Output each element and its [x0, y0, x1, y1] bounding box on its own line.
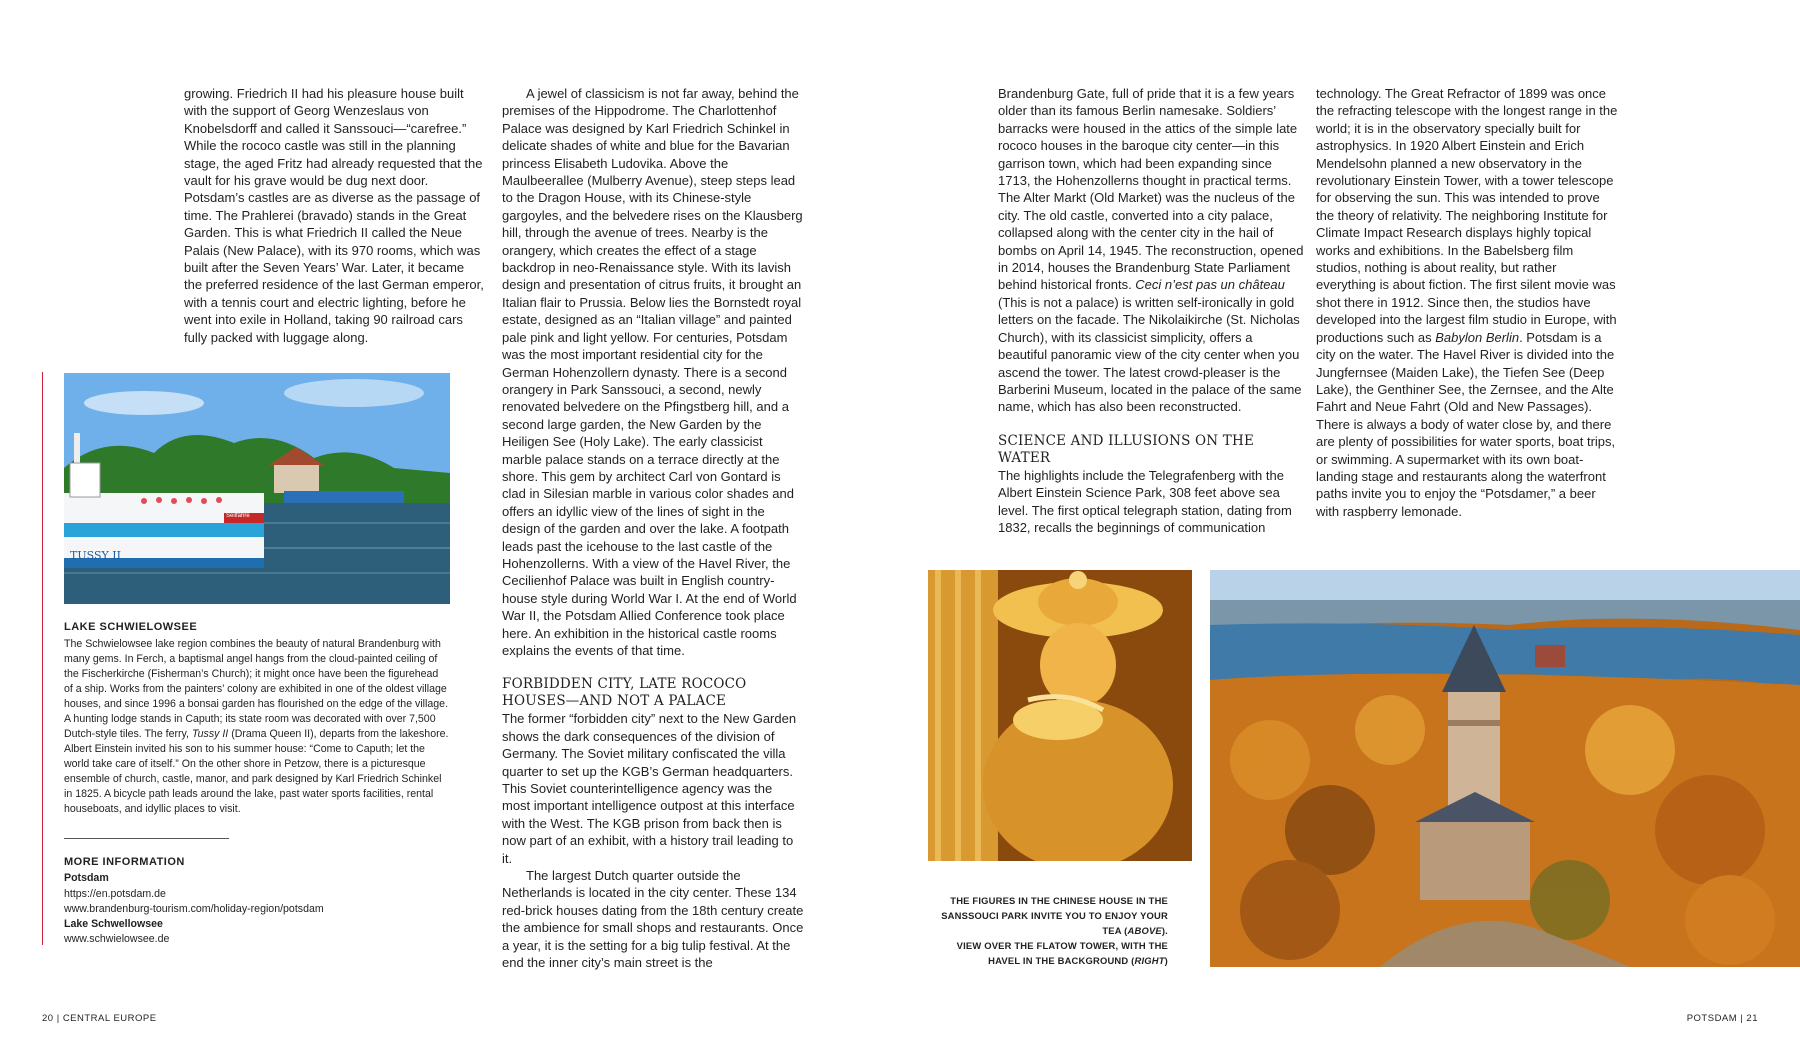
- divider: [64, 838, 229, 839]
- tower-photo-illustration: [1210, 570, 1800, 967]
- chinese-house-figure-photo: [928, 570, 1192, 861]
- sidebar-accent-rule: [42, 372, 43, 945]
- body-text: (This is not a palace) is written self-ironically in gold letters on the facade. The Nikolaikirche (St. Nicholas Church), with its classicist simplicity, offers a beautiful panoramic view of the city center when you ascend the tower. The latest crowd-pleaser is the Barberini Museum, located in the palace of the same name, which has also been reconstructed.: [998, 294, 1302, 415]
- more-info-heading: MORE INFORMATION: [64, 856, 185, 868]
- section-heading: FORBIDDEN CITY, LATE ROCOCO HOUSES—AND NOT A PALACE: [502, 676, 747, 710]
- lake-label: Lake Schwellowsee: [64, 918, 163, 931]
- caption-text: (Drama Queen II), departs from the lakeshore. Albert Einstein invited his son to his summer house: “Come to Caputh; let the world take care of itself.” On the other shore in Petzow, there is a picturesque ensemble of church, castle, manor, and park designed by Karl Friedrich Schinkel in 1825. A bicycle path leads around the lake, past water sports facilities, rental houseboats, and idyllic places to visit.: [64, 728, 449, 815]
- photo-caption: [940, 893, 1168, 968]
- body-paragraph: A jewel of classicism is not far away, behind the premises of the Hippodrome. The Charlottenhof Palace was designed by Karl Friedrich Schinkel in delicate shades of white and blue for the Bavarian princess Elisabeth Ludovika. Above the Maulbeerallee (Mulberry Avenue), steep steps lead to the Dragon House, with its Chinese-style gargoyles, and the belvedere rises on the Klausberg hill, through the avenue of trees. Nearby is the orangery, which creates the effect of a stage backdrop in neo-Renaissance style. With its lavish design and presentation of citrus fruits, it brought an Italian flair to Prussia. Below lies the Bornstedt royal estate, designed as an “Italian village” and painted pale pink and light yellow. For centuries, Potsdam was the most important residential city for the German Hohenzollern dynasty. There is a second orangery in Park Sanssouci, a second, newly renovated belvedere on the Pfingstberg hill, and a second large garden, the New Garden by the Heiligen See (Holy Lake). The early classicist marble palace stands on a terrace directly at the shore. This gem by architect Carl von Gontard is clad in Silesian marble in various color shades and offers an idyllic view of the lines of sight in the design of the garden and over the lake. A footpath leads past the icehouse to the last castle of the Hohenzollerns. With a view of the Havel River, the Cecilienhof Palace was built in English country-house style during World War I. At the end of World War II, the Potsdam Allied Conference took place here. An exhibition in the historical castle rooms explains the events of that time.: [502, 86, 803, 658]
- lake-photo-illustration: [64, 373, 450, 604]
- flatow-tower-aerial-photo: [1210, 570, 1800, 967]
- potsdam-label: Potsdam: [64, 872, 109, 885]
- caption-text: The Schwielowsee lake region combines the beauty of natural Brandenburg with many gems. In Ferch, a baptismal angel hangs from the cloud-painted ceiling of the Fischerkirche (Fisherman’s Church); it might once have been the figurehead of a ship. Works from the painters’ colony are exhibited in one of the oldest village houses, and since 1996 a bonsai garden has flourished on the edge of the village. A hunting lodge stands in Caputh; its state room was decorated with over 7,500 Dutch-style tiles. The ferry,: [64, 638, 449, 740]
- more-information: [64, 855, 324, 948]
- body-paragraph: [1316, 85, 1618, 520]
- boat-name-label: TUSSY II: [70, 549, 121, 562]
- lake-caption-body: [64, 637, 449, 817]
- body-paragraph: [998, 85, 1304, 416]
- body-text: . Potsdam is a city on the water. The Havel River is divided into the Jungfernsee (Maiden Lake), the Tiefen See (Deep Lake), the Genthiner See, the Zernsee, and the Alte Fahrt and Neue Fahrt (Old and New Passages). There is always a body of water close by, and there are plenty of possibilities for water sports, boat trips, or swimming. A supermarket with its own boat-landing stage and restaurants along the waterfront paths invite you to enjoy the “Potsdamer,” a beer with raspberry lemonade.: [1316, 329, 1616, 519]
- photo-caption-text: VIEW OVER THE FLATOW TOWER, WITH THE HAVEL IN THE BACKGROUND (: [956, 940, 1168, 966]
- brandenburg-tourism-link[interactable]: www.brandenburg-tourism.com/holiday-region/potsdam: [64, 902, 324, 915]
- column-4: [1316, 85, 1618, 520]
- column-1: [184, 85, 484, 346]
- body-italic: Babylon Berlin: [1435, 329, 1520, 345]
- column-3: [998, 85, 1304, 536]
- photo-caption-text: THE FIGURES IN THE CHINESE HOUSE IN THE SANSSOUCI PARK INVITE YOU TO ENJOY YOUR TEA (: [941, 895, 1168, 936]
- photo-caption-text: ): [1164, 955, 1168, 966]
- folio-left: 20 | CENTRAL EUROPE: [42, 1013, 157, 1024]
- figure-photo-illustration: [928, 570, 1192, 861]
- section-heading: SCIENCE AND ILLUSIONS ON THE WATER: [998, 432, 1255, 466]
- schwielowsee-link[interactable]: www.schwielowsee.de: [64, 933, 170, 946]
- column-2: [502, 85, 804, 972]
- body-paragraph: The highlights include the Telegrafenberg with the Albert Einstein Science Park, 308 feet above sea level. The first optical telegraph station, dating from 1832, recalls the beginnings of communication: [998, 467, 1292, 535]
- body-paragraph: The former “forbidden city” next to the New Garden shows the dark consequences of the division of Germany. The Soviet military confiscated the villa quarter to set up the KGB’s German headquarters. This Soviet counterintelligence agency was the most important intelligence outpost at this interface with the West. The KGB prison from back then is now part of an exhibit, with a history trail leading to it.: [502, 711, 797, 866]
- folio-right: POTSDAM | 21: [1686, 1013, 1758, 1024]
- body-paragraph: The largest Dutch quarter outside the Netherlands is located in the city center. These 134 red-brick houses dating from the 18th century create the ambience for small shops and restaurants. Once a year, it is the setting for a big tulip festival. At the end the inner city’s main street is the: [502, 868, 804, 971]
- body-italic: Ceci n’est pas un château: [1135, 277, 1285, 293]
- photo-caption-text: ).: [1161, 925, 1168, 936]
- body-text: Brandenburg Gate, full of pride that it is a few years older than its famous Berlin namesake. Soldiers’ barracks were housed in the attics of the simple late rococo houses in the baroque city center—in this garrison town, which had been expanding since 1713, the Hohenzollerns thought in practical terms. The Alter Markt (Old Market) was the nucleus of the city. The old castle, converted into a city palace, collapsed along with the center city in the hail of bombs on April 14, 1945. The reconstruction, opened in 2014, houses the Brandenburg State Parliament behind historical fronts.: [998, 86, 1304, 293]
- photo-caption-italic: RIGHT: [1134, 955, 1165, 966]
- potsdam-link[interactable]: https://en.potsdam.de: [64, 887, 166, 900]
- lake-caption-heading: LAKE SCHWIELOWSEE: [64, 621, 198, 633]
- body-text: technology. The Great Refractor of 1899 was once the refracting telescope with the longest range in the world; it is in the observatory specially built for astrophysics. In 1920 Albert Einstein and Erich Mendelsohn planned a new observatory in the revolutionary Einstein Tower, with a tower telescope for observing the sun. This was intended to prove the theory of relativity. The neighboring Institute for Climate Impact Research displays highly topical works and exhibitions. In the Babelsberg film studios, nothing is about reality, but rather everything is about fiction. The first silent movie was shot there in 1912. Since then, the studios have developed into the largest film studio in Europe, with productions such as: [1316, 86, 1618, 345]
- lake-schwielowsee-photo: [64, 373, 450, 604]
- photo-caption-italic: ABOVE: [1127, 925, 1162, 936]
- ferry-sign-label: Seilfähre: [226, 513, 250, 519]
- body-paragraph: growing. Friedrich II had his pleasure house built with the support of Georg Wenzeslaus von Knobelsdorff and called it Sanssouci—“carefree.” While the rococo castle was still in the planning stage, the aged Fritz had already requested that the vault for his grave would be dug next door. Potsdam’s castles are as diverse as the passage of time. The Prahlerei (bravado) stands in the Great Garden. This is what Friedrich II called the Neue Palais (New Palace), with its 970 rooms, which was built after the Seven Years’ War. Later, it became the preferred residence of the last German emperor, with a tennis court and electric lighting, before he went into exile in Holland, taking 90 railroad cars fully packed with luggage along.: [184, 86, 484, 345]
- caption-italic: Tussy II: [191, 728, 229, 740]
